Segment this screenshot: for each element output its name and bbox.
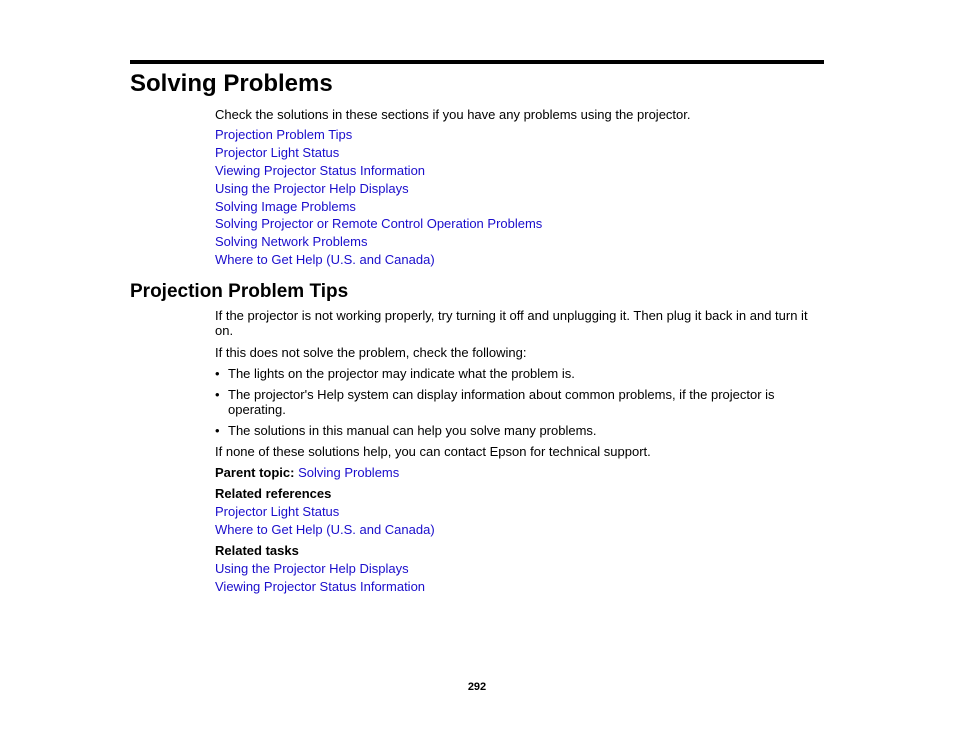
- link-ref-where-to-get-help[interactable]: Where to Get Help (U.S. and Canada): [215, 522, 435, 537]
- link-projection-problem-tips[interactable]: Projection Problem Tips: [215, 127, 353, 142]
- link-viewing-status-information[interactable]: Viewing Projector Status Information: [215, 162, 426, 178]
- link-projector-light-status[interactable]: Projector Light Status: [215, 144, 340, 160]
- paragraph-check-following: If this does not solve the problem, check the following:: [215, 345, 527, 360]
- list-item: • The solutions in this manual can help you solve many problems.: [215, 423, 597, 438]
- tips-list: [215, 366, 825, 438]
- parent-topic-label: Parent topic:: [215, 465, 295, 480]
- section-heading: Projection Problem Tips: [130, 281, 349, 302]
- link-ref-projector-light-status[interactable]: Projector Light Status: [215, 504, 340, 519]
- link-help-displays[interactable]: Using the Projector Help Displays: [215, 180, 409, 196]
- parent-topic: [215, 465, 825, 480]
- list-item: • The projector's Help system can display information about common problems, if the projector is operating.: [215, 387, 775, 417]
- related-references-heading: Related references: [215, 486, 332, 501]
- link-where-to-get-help[interactable]: Where to Get Help (U.S. and Canada): [215, 252, 435, 268]
- link-network-problems[interactable]: Solving Network Problems: [215, 234, 368, 250]
- link-image-problems[interactable]: Solving Image Problems: [215, 198, 356, 214]
- paragraph-power-cycle: If the projector is not working properly, try turning it off and unplugging it. Then plug it back in and turn it on.: [215, 308, 808, 338]
- list-item: • The lights on the projector may indicate what the problem is.: [215, 366, 575, 381]
- section-link-list: [215, 127, 542, 270]
- page-title: Solving Problems: [130, 70, 333, 97]
- title-rule: [130, 60, 824, 64]
- page-number: 292: [467, 681, 487, 693]
- bullet-icon: •: [215, 387, 220, 402]
- link-operation-problems[interactable]: Solving Projector or Remote Control Operation Problems: [215, 216, 543, 232]
- section-body: [215, 308, 825, 594]
- link-task-help-displays[interactable]: Using the Projector Help Displays: [215, 561, 409, 576]
- paragraph-contact-support: If none of these solutions help, you can contact Epson for technical support.: [215, 444, 651, 459]
- related-tasks-heading: Related tasks: [215, 543, 299, 558]
- link-task-viewing-status[interactable]: Viewing Projector Status Information: [215, 579, 426, 594]
- bullet-icon: •: [215, 423, 220, 438]
- link-parent-solving-problems[interactable]: Solving Problems: [298, 465, 400, 480]
- intro-text: Check the solutions in these sections if you have any problems using the projector.: [215, 107, 691, 122]
- bullet-icon: •: [215, 366, 220, 381]
